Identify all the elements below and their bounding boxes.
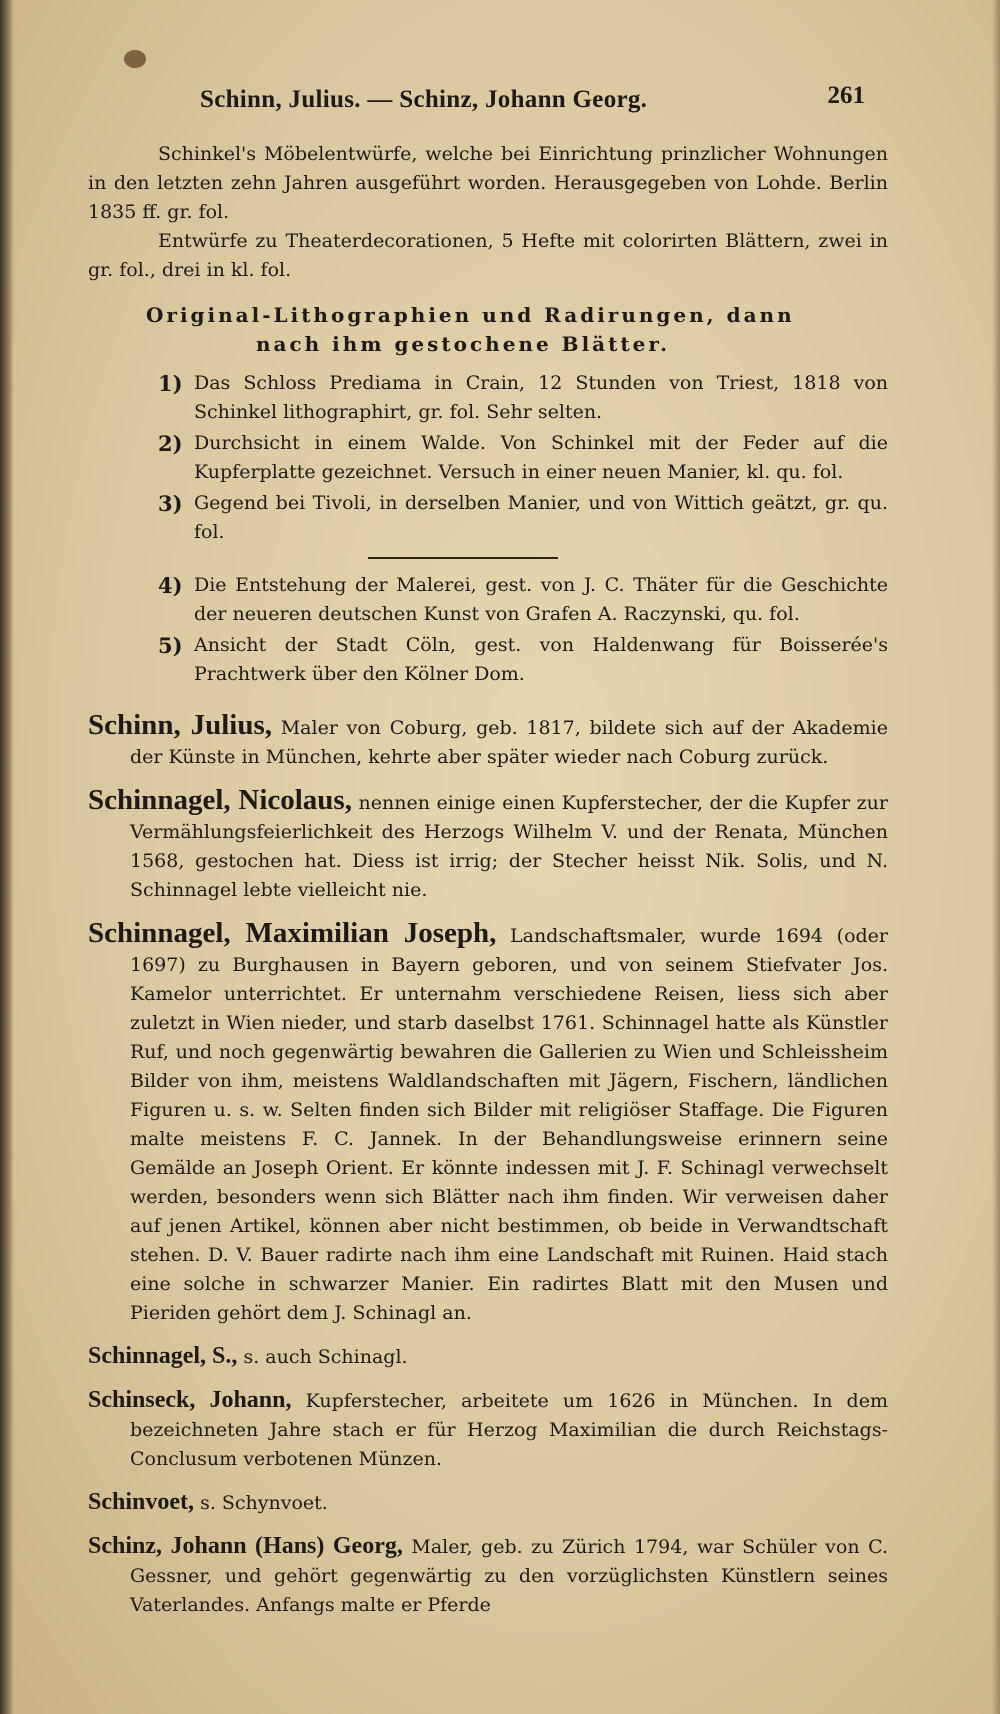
entry-schinz-johann-georg: [88, 1532, 888, 1620]
entry-text: Kupferstecher, arbeitete um 1626 in München. In dem bezeichneten Jahre stach er für Herzog Maximilian die durch Reichstags-Conclusum verbotenen Münzen.: [130, 1390, 888, 1470]
entry-name: Schinseck, Johann,: [88, 1387, 292, 1413]
entry-schinvoet: [88, 1488, 888, 1518]
intro-paragraph-1: Schinkel's Möbelentwürfe, welche bei Einrichtung prinzlicher Wohnungen in den letzten zehn Jahren ausgeführt worden. Herausgegeben von Lohde. Berlin 1835 ff. gr. fol.: [88, 143, 888, 223]
works-list: [158, 369, 888, 547]
entry-name: Schinnagel, S.,: [88, 1343, 238, 1369]
page-content: [88, 140, 888, 1620]
list-item-text: Durchsicht in einem Walde. Von Schinkel mit der Feder auf die Kupferplatte gezeichnet. Versuch in einer neuen Manier, kl. qu. fol.: [194, 432, 888, 483]
entry-text: Maler von Coburg, geb. 1817, bildete sich auf der Akademie der Künste in München, kehrte aber später wieder nach Coburg zurück.: [130, 717, 888, 768]
page-right-edge: [992, 0, 1000, 1714]
list-item: [158, 631, 888, 689]
entry-name: Schinz, Johann (Hans) Georg,: [88, 1533, 403, 1559]
entry-schinseck-johann: [88, 1386, 888, 1474]
works-list-continued: [158, 571, 888, 689]
ink-stain: [124, 50, 146, 68]
list-item-number: 5): [158, 633, 183, 658]
entry-name: Schinnagel, Nicolaus,: [88, 784, 352, 816]
section-subhead: [146, 301, 888, 359]
entry-schinn-julius: [88, 711, 888, 772]
entry-text: nennen einige einen Kupferstecher, der die Kupfer zur Vermählungsfeierlichkeit des Herzogs Wilhelm V. und der Renata, München 1568, gestochen hat. Diess ist irrig; der Stecher heisst Nik. Solis, und N. Schinnagel lebte vielleicht nie.: [130, 792, 888, 901]
page-binding-edge: [0, 0, 14, 1714]
list-item-number: 3): [158, 491, 183, 516]
intro-paragraph-2: Entwürfe zu Theaterdecorationen, 5 Hefte mit colorirten Blättern, zwei in gr. fol., drei in kl. fol.: [88, 230, 888, 281]
running-head: Schinn, Julius. — Schinz, Johann Georg.: [200, 86, 648, 113]
list-item-text: Die Entstehung der Malerei, gest. von J. C. Thäter für die Geschichte der neueren deutschen Kunst von Grafen A. Raczynski, qu. fol.: [194, 574, 888, 625]
entry-text: s. Schynvoet.: [200, 1492, 328, 1514]
entry-name: Schinvoet,: [88, 1489, 195, 1515]
list-item: [158, 571, 888, 629]
entry-name: Schinnagel, Maximilian Joseph,: [88, 917, 497, 949]
list-item-text: Gegend bei Tivoli, in derselben Manier, und von Wittich geätzt, gr. qu. fol.: [194, 492, 888, 543]
entry-text: s. auch Schinagl.: [243, 1346, 408, 1368]
list-item-text: Das Schloss Prediama in Crain, 12 Stunden von Triest, 1818 von Schinkel lithographirt, gr. fol. Sehr selten.: [194, 372, 888, 423]
list-item: [158, 429, 888, 487]
entry-schinnagel-nicolaus: [88, 786, 888, 905]
list-item-number: 4): [158, 573, 183, 598]
entry-schinnagel-maximilian: [88, 919, 888, 1328]
page-header: [200, 82, 875, 126]
entry-text: Landschaftsmaler, wurde 1694 (oder 1697) zu Burghausen in Bayern geboren, und von seinem Stiefvater Jos. Kamelor unterrichtet. Er unternahm verschiedene Reisen, liess sich aber zuletzt in Wien nieder, und starb daselbst 1761. Schinnagel hatte als Künstler Ruf, und noch gegenwärtig bewahren die Gallerien zu Wien und Schleissheim Bilder von ihm, meistens Waldlandschaften mit Jägern, Fischern, ländlichen Figuren u. s. w. Selten finden sich Bilder mit religiöser Staffage. Die Figuren malte meistens F. C. Jannek. In der Behandlungsweise erinnern seine Gemälde an Joseph Orient. Er könnte indessen mit J. F. Schinagl verwechselt werden, besonders wenn sich Blätter nach ihm finden. Wir verweisen daher auf jenen Artikel, können aber nicht bestimmen, ob beide in Verwandtschaft stehen. D. V. Bauer radirte nach ihm eine Landschaft mit Ruinen. Haid stach eine solche in schwarzer Manier. Ein radirtes Blatt mit den Musen und Pieriden gehört dem J. Schinagl an.: [130, 925, 888, 1324]
entry-text: Maler, geb. zu Zürich 1794, war Schüler von C. Gessner, und gehört gegenwärtig zu den vorzüglichsten Künstlern seines Vaterlandes. Anfangs malte er Pferde: [130, 1536, 888, 1616]
section-divider: [368, 557, 558, 559]
list-item: [158, 489, 888, 547]
list-item-number: 2): [158, 431, 183, 456]
entry-schinnagel-s: [88, 1342, 888, 1372]
page-number: 261: [827, 82, 865, 109]
subhead-line-2: nach ihm gestochene Blätter.: [256, 332, 670, 356]
list-item: [158, 369, 888, 427]
list-item-text: Ansicht der Stadt Cöln, gest. von Haldenwang für Boisserée's Prachtwerk über den Kölner Dom.: [194, 634, 888, 685]
entry-name: Schinn, Julius,: [88, 709, 273, 741]
subhead-line-1: Original-Lithographien und Radirungen, dann: [146, 303, 795, 327]
list-item-number: 1): [158, 371, 183, 396]
